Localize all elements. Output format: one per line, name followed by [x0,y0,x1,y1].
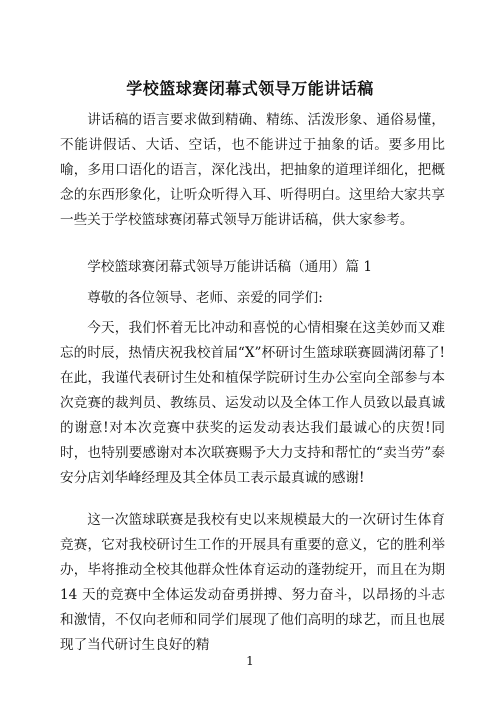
body-paragraph: 今天，我们怀着无比冲动和喜悦的心情相聚在这美妙而又难忘的时辰，热情庆祝我校首届“X”杯研讨生篮球联赛圆满闭幕了!在此，我谨代表研讨生处和植保学院研讨生办公室向全部参与本次竞赛的裁判员、教练员、运发动以及全体工作人员致以最真诚的谢意!对本次竞赛中获奖的运发动表达我们最诚心的庆贺!同时，也特别要感谢对本次联赛赐予大力支持和帮忙的“卖当劳”泰安分店刘华峰经理及其全体员工表示最真诚的感谢! [60,320,445,486]
document-title: 学校篮球赛闭幕式领导万能讲话稿 [126,79,374,98]
section-heading: 学校篮球赛闭幕式领导万能讲话稿（通用）篇 1 [87,259,373,275]
body-paragraph: 这一次篮球联赛是我校有史以来规模最大的一次研讨生体育竞赛，它对我校研讨生工作的开展具有重要的意义，它的胜利举办，毕将推动全校其他群众性体育运动的蓬勃绽开，而且在为期 14 天的竞赛中全体运发动奋勇拼搏、努力奋斗，以昂扬的斗志和激情，不仅向老师和同学们展现了他们高明的球艺，而且也展现了当代研讨生良好的精 [60,512,445,653]
page-number: 1 [246,654,254,668]
intro-paragraph: 讲话稿的语言要求做到精确、精练、活泼形象、通俗易懂，不能讲假话、大话、空话，也不能讲过于抽象的话。要多用比喻，多用口语化的语言，深化浅出，把抽象的道理详细化，把概念的东西形象化，让听众听得入耳、听得明白。这里给大家共享一些关于学校篮球赛闭幕式领导万能讲话稿，供大家参考。 [60,112,445,228]
greeting-line: 尊敬的各位领导、老师、亲爱的同学们: [87,290,323,306]
